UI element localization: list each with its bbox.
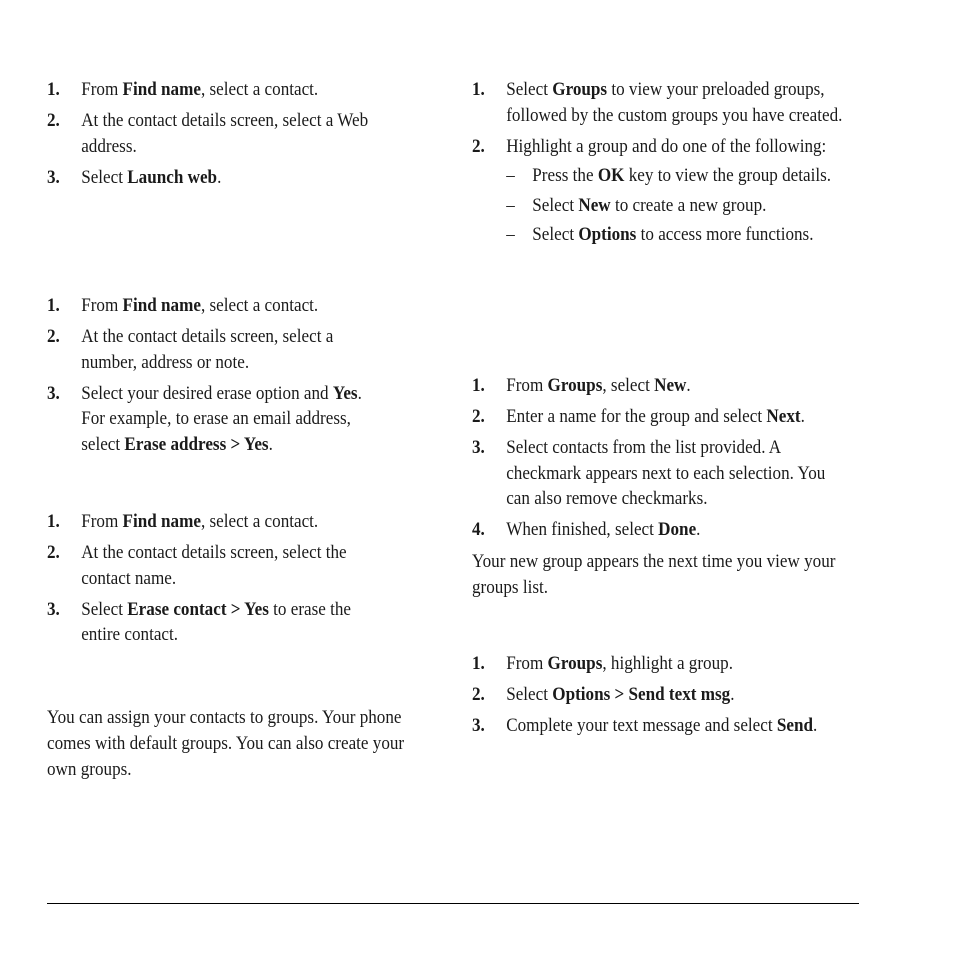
step-text: . — [217, 166, 222, 188]
step-number: 2. — [472, 135, 485, 157]
send-group-msg-steps — [472, 651, 902, 744]
step-item — [472, 134, 850, 248]
step-item — [47, 381, 385, 458]
step-text: , select a contact. — [200, 79, 319, 100]
ui-term: OK — [597, 165, 625, 186]
footer-rule — [47, 903, 859, 904]
step-text: From — [506, 653, 548, 674]
step-text: Highlight a group and do one of the following: — [506, 135, 827, 157]
step-text: Select — [506, 79, 553, 100]
step-text: . — [686, 375, 691, 396]
ui-term: New — [578, 194, 611, 216]
dash-bullet: – — [506, 165, 515, 186]
step-text: , select a contact. — [200, 511, 319, 532]
step-number: 3. — [47, 166, 60, 188]
step-text: When finished, select — [506, 519, 659, 540]
step-item — [47, 77, 385, 103]
ui-term: Groups — [547, 653, 603, 674]
step-item — [472, 651, 859, 677]
step-text: . — [696, 519, 701, 540]
step-number: 3. — [472, 715, 485, 736]
step-number: 1. — [472, 79, 485, 100]
step-text: to access more functions. — [636, 224, 814, 245]
step-item — [47, 324, 385, 375]
ui-term: Find name — [122, 511, 201, 532]
step-text: Select — [532, 224, 579, 245]
step-text: Press the — [532, 165, 598, 186]
ui-term: Erase contact > Yes — [127, 598, 269, 620]
step-number: 3. — [47, 382, 60, 404]
step-text: . — [730, 684, 735, 705]
step-text: At the contact details screen, select a number, address or note. — [81, 326, 334, 373]
step-item — [47, 597, 385, 648]
step-number: 2. — [472, 684, 485, 705]
step-item — [472, 77, 850, 128]
step-number: 1. — [47, 295, 60, 316]
step-text: Select — [81, 598, 128, 620]
ui-term: Options > Send text msg — [552, 684, 731, 705]
erase-contact-steps — [47, 509, 422, 653]
sub-option-item — [506, 222, 850, 248]
sub-option-item — [506, 163, 850, 189]
step-text: to erase the entire contact. — [81, 598, 352, 645]
ui-term: New — [654, 375, 687, 396]
step-text: . — [813, 715, 818, 736]
step-number: 1. — [472, 653, 485, 674]
step-item — [472, 713, 859, 739]
ui-term: Yes — [332, 382, 358, 404]
step-text: Select — [506, 684, 553, 705]
step-text: . — [268, 433, 273, 455]
step-text: , highlight a group. — [602, 653, 733, 674]
step-text: to view your preloaded groups, followed by the custom groups you have created. — [506, 79, 843, 126]
step-item — [472, 404, 850, 430]
step-text: From — [81, 79, 123, 100]
dash-bullet: – — [506, 224, 515, 245]
step-item — [47, 165, 385, 191]
step-text: . For example, to erase an email address, select — [81, 382, 362, 455]
ui-term: Groups — [547, 375, 603, 396]
step-text: Select contacts from the list provided. A checkmark appears next to each selection. You can also remove checkmarks. — [506, 437, 826, 509]
sub-options-list — [506, 163, 850, 248]
step-item — [47, 293, 385, 319]
step-item — [472, 682, 859, 708]
ui-term: Find name — [122, 295, 201, 316]
dash-bullet: – — [506, 194, 515, 216]
step-text: From — [81, 295, 123, 316]
launch-web-steps — [47, 77, 422, 196]
step-number: 4. — [472, 519, 485, 540]
ui-term: Erase address > Yes — [124, 433, 269, 455]
step-number: 1. — [47, 511, 60, 532]
step-number: 2. — [47, 326, 60, 347]
create-group-steps — [472, 373, 892, 548]
step-text: Select — [81, 166, 128, 188]
step-text: . — [800, 406, 805, 427]
ui-term: Next — [766, 406, 801, 427]
step-item — [47, 108, 385, 159]
step-number: 3. — [472, 437, 485, 458]
step-text: Enter a name for the group and select — [506, 406, 767, 427]
step-number: 2. — [47, 110, 60, 131]
step-number: 2. — [472, 406, 485, 427]
groups-intro-paragraph: You can assign your contacts to groups. Your phone comes with default groups. You can also create your own groups. — [47, 707, 405, 780]
step-text: , select a contact. — [200, 295, 319, 316]
step-text: to create a new group. — [610, 194, 767, 216]
step-number: 1. — [47, 79, 60, 100]
step-item — [472, 373, 850, 399]
step-text: At the contact details screen, select a Web address. — [81, 110, 369, 157]
step-item — [47, 540, 385, 591]
step-text: Select your desired erase option and — [81, 382, 333, 404]
erase-info-steps — [47, 293, 422, 463]
step-text: Complete your text message and select — [506, 715, 777, 736]
step-text: Select — [532, 194, 579, 216]
step-text: At the contact details screen, select the contact name. — [81, 542, 347, 589]
step-number: 1. — [472, 375, 485, 396]
step-text: , select — [602, 375, 655, 396]
new-group-note: Your new group appears the next time you view your groups list. — [472, 551, 836, 598]
step-number: 3. — [47, 598, 60, 620]
view-groups-steps — [472, 77, 892, 253]
step-item — [472, 435, 850, 512]
step-text: From — [506, 375, 548, 396]
sub-option-item — [506, 193, 850, 219]
step-text: key to view the group details. — [624, 165, 832, 186]
step-text: From — [81, 511, 123, 532]
ui-term: Groups — [552, 79, 608, 100]
ui-term: Launch web — [127, 166, 218, 188]
ui-term: Done — [658, 519, 697, 540]
ui-term: Find name — [122, 79, 201, 100]
step-number: 2. — [47, 542, 60, 563]
ui-term: Send — [776, 715, 814, 736]
step-item — [47, 509, 385, 535]
ui-term: Options — [578, 224, 637, 245]
step-item — [472, 517, 850, 543]
